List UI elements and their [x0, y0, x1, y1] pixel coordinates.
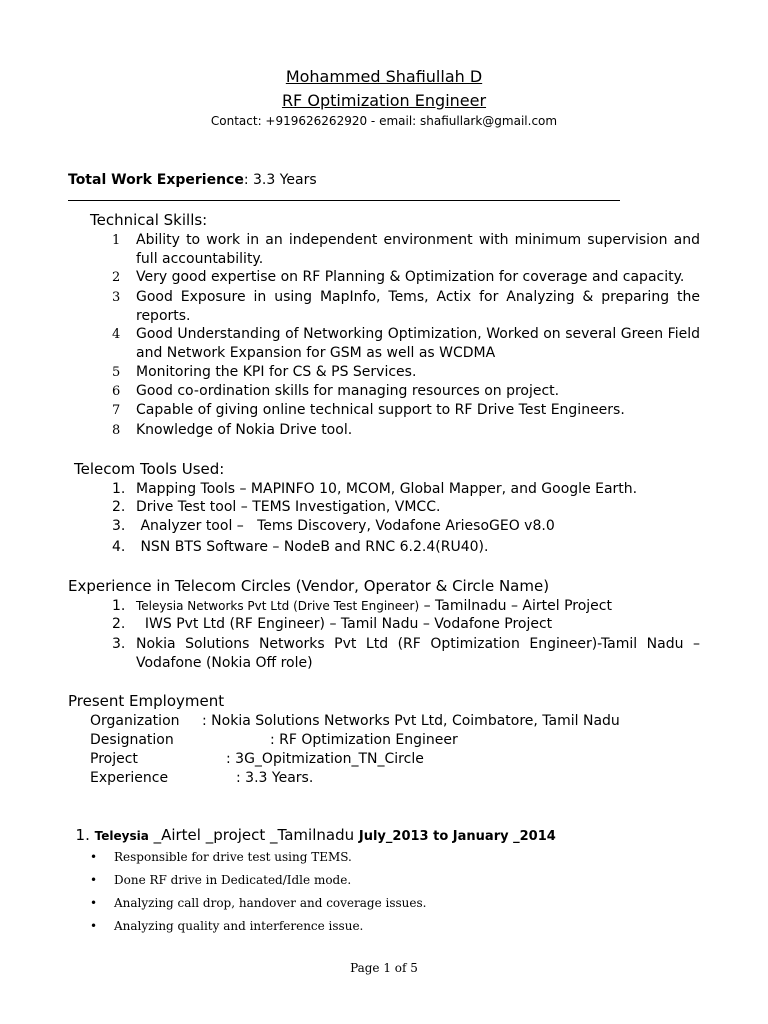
tool-number: 4.: [112, 539, 126, 555]
skill-text: Capable of giving online technical support to RF Drive Test Engineers.: [136, 402, 625, 418]
circle-text: [136, 597, 612, 616]
skill-number: 3: [112, 290, 121, 305]
skill-number: 7: [112, 403, 121, 418]
tool-number: 3.: [112, 518, 126, 534]
skill-number: 5: [112, 365, 121, 380]
page-number: Page 1 of 5: [350, 961, 418, 975]
project-number: 1.: [75, 826, 90, 844]
circle-number: 2.: [112, 616, 126, 632]
bullet-icon: •: [90, 919, 98, 933]
employment-label-organization: Organization: [90, 713, 180, 729]
bullet-icon: •: [90, 850, 98, 864]
employment-label-project: Project: [90, 751, 138, 767]
skill-text: Monitoring the KPI for CS & PS Services.: [136, 364, 417, 380]
tool-item: [112, 480, 712, 499]
tool-item: [112, 517, 712, 536]
skill-number: 6: [112, 384, 121, 399]
circle-detail: – Tamilnadu – Airtel Project: [419, 598, 612, 614]
present-employment-heading: Present Employment: [68, 692, 225, 710]
contact-text: Contact: +919626262920 - email:: [210, 114, 421, 128]
project-to: to: [428, 829, 453, 844]
employment-value-organization: : Nokia Solutions Networks Pvt Ltd, Coimbatore, Tamil Nadu: [202, 713, 620, 729]
circle-number: 1.: [112, 598, 126, 614]
tool-item: [112, 538, 712, 557]
circle-item: [112, 635, 700, 675]
skill-number: 1: [112, 233, 121, 248]
employment-label-experience: Experience: [90, 770, 169, 786]
responsibility-text: Responsible for drive test using TEMS.: [114, 850, 352, 864]
project-start-date: July_2013: [358, 829, 429, 844]
tool-text: NSN BTS Software – NodeB and RNC 6.2.4(RU40).: [136, 539, 489, 555]
circle-item: [112, 597, 712, 616]
tool-number: 1.: [112, 481, 126, 497]
tool-text: Mapping Tools – MAPINFO 10, MCOM, Global Mapper, and Google Earth.: [136, 481, 638, 497]
skill-text: Very good expertise on RF Planning & Optimization for coverage and capacity.: [136, 269, 685, 285]
email-link[interactable]: shafiullark@gmail.com: [420, 114, 558, 128]
circle-detail: Nokia Solutions Networks Pvt Ltd (RF Optimization Engineer)-Tamil Nadu – Vodafone (Nokia Off role): [136, 636, 700, 671]
circle-detail: IWS Pvt Ltd (RF Engineer) – Tamil Nadu – Vodafone Project: [136, 616, 553, 632]
project-end-date: January _2014: [452, 829, 556, 844]
responsibility-text: Done RF drive in Dedicated/Idle mode.: [114, 873, 352, 887]
candidate-name: Mohammed Shafiullah D: [285, 67, 483, 86]
telecom-tools-heading: Telecom Tools Used:: [74, 460, 225, 478]
skill-number: 4: [112, 327, 121, 342]
employment-value-designation: : RF Optimization Engineer: [270, 732, 458, 748]
bullet-icon: •: [90, 873, 98, 887]
responsibility-text: Analyzing call drop, handover and coverage issues.: [114, 896, 427, 910]
skill-number: 2: [112, 270, 121, 285]
total-experience-value: : 3.3 Years: [243, 172, 317, 188]
technical-skills-heading: Technical Skills:: [90, 211, 208, 229]
skill-text: Knowledge of Nokia Drive tool.: [136, 422, 353, 438]
project-title: _Airtel _project _Tamilnadu: [148, 826, 359, 844]
tool-text: Drive Test tool – TEMS Investigation, VMCC.: [136, 499, 441, 515]
employment-value-project: : 3G_Opitmization_TN_Circle: [226, 751, 424, 767]
employment-label-designation: Designation: [90, 732, 174, 748]
skill-text: Ability to work in an independent environment with minimum supervision and full accountability.: [136, 232, 700, 267]
bullet-icon: •: [90, 896, 98, 910]
telecom-circles-heading: Experience in Telecom Circles (Vendor, Operator & Circle Name): [68, 577, 550, 595]
circle-text: [136, 615, 552, 634]
circle-text: [136, 635, 700, 673]
employment-value-experience: : 3.3 Years.: [236, 770, 314, 786]
skill-number: 8: [112, 423, 121, 438]
contact-line: [0, 114, 768, 128]
skill-text: Good Understanding of Networking Optimization, Worked on several Green Field and Network Expansion for GSM as well as WCDMA: [136, 326, 700, 361]
skill-text: Good co-ordination skills for managing resources on project.: [136, 383, 560, 399]
circle-item: [112, 615, 712, 634]
tool-text: Analyzer tool – Tems Discovery, Vodafone AriesoGEO v8.0: [136, 518, 555, 534]
total-experience: [68, 172, 317, 188]
responsibility-text: Analyzing quality and interference issue.: [114, 919, 364, 933]
section-divider: [68, 200, 620, 201]
tool-number: 2.: [112, 499, 126, 515]
project-heading: [66, 808, 556, 844]
project-company: Teleysia: [94, 829, 149, 843]
job-title: RF Optimization Engineer: [281, 91, 487, 110]
skill-text: Good Exposure in using MapInfo, Tems, Actix for Analyzing & preparing the reports.: [136, 289, 700, 324]
tool-item: [112, 498, 712, 517]
circle-number: 3.: [112, 636, 126, 652]
total-experience-label: Total Work Experience: [68, 172, 244, 188]
circle-vendor: Teleysia Networks Pvt Ltd (Drive Test Engineer): [136, 599, 420, 613]
